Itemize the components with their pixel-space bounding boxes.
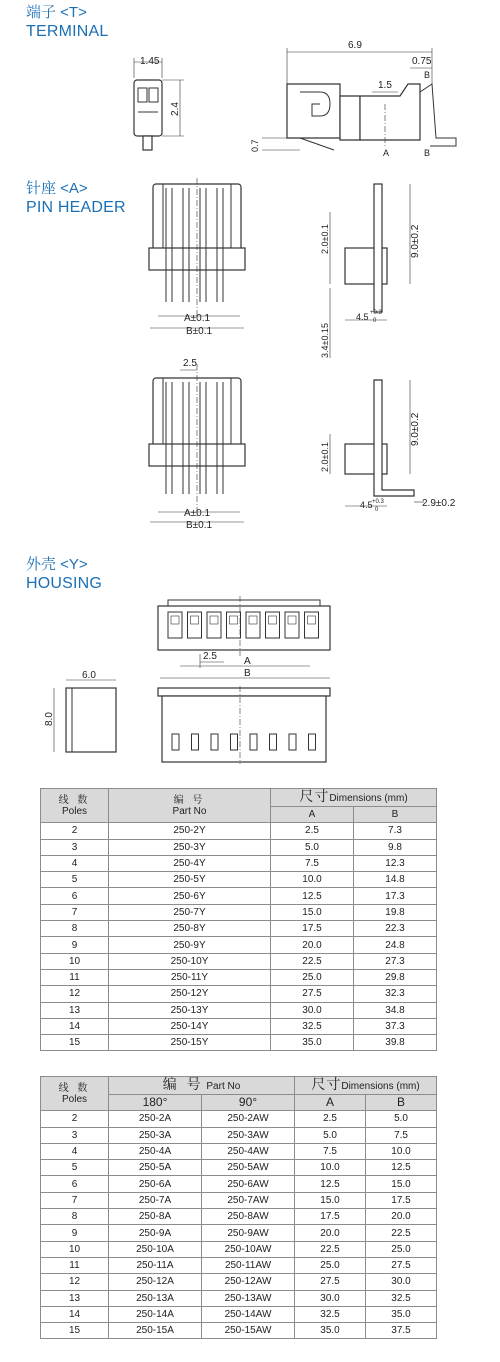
housing-cell-part: 250-10Y — [109, 953, 271, 969]
housing-table-row — [41, 953, 437, 969]
header-cell-a: 32.5 — [295, 1306, 366, 1322]
header-cell-b: 25.0 — [366, 1241, 437, 1257]
header-cell-p90: 250-6AW — [202, 1176, 295, 1192]
header-cell-b: 27.5 — [366, 1257, 437, 1273]
housing-cell-part: 250-13Y — [109, 1002, 271, 1018]
housing-cell-b: 32.3 — [354, 986, 437, 1002]
housing-table-row — [41, 839, 437, 855]
terminal-front-view — [134, 56, 184, 150]
housing-cell-part: 250-5Y — [109, 872, 271, 888]
housing-th-dim: 尺寸Dimensions (mm) — [271, 789, 437, 807]
terminal-label-b-bottom: B — [424, 148, 431, 158]
ph-dim-w45-1: 4.5 — [356, 312, 369, 322]
housing-cell-poles: 5 — [41, 872, 109, 888]
header-cell-p90: 250-2AW — [202, 1111, 295, 1127]
header-th-b: B — [366, 1095, 437, 1111]
header-cell-p180: 250-11A — [109, 1257, 202, 1273]
housing-cell-b: 9.8 — [354, 839, 437, 855]
ph-dim-w45-tol2-1: 0 — [373, 318, 377, 324]
header-cell-b: 10.0 — [366, 1143, 437, 1159]
header-th-90: 90° — [202, 1095, 295, 1111]
terminal-side-view — [250, 40, 456, 158]
header-cell-poles: 4 — [41, 1143, 109, 1159]
header-cell-b: 17.5 — [366, 1192, 437, 1208]
header-table-row — [41, 1225, 437, 1241]
pin-header-90-side-view — [320, 380, 456, 513]
housing-cell-b: 7.3 — [354, 823, 437, 839]
housing-top-view — [158, 596, 330, 679]
terminal-title-cn: 端子 <T> — [26, 4, 87, 21]
header-cell-poles: 7 — [41, 1192, 109, 1208]
housing-table-row — [41, 986, 437, 1002]
ph-dim-w45-tol2-2: 0 — [375, 507, 379, 513]
housing-dim-h: 8.0 — [44, 712, 55, 726]
housing-cell-poles: 7 — [41, 904, 109, 920]
housing-front-view — [158, 686, 330, 764]
header-table-row — [41, 1257, 437, 1273]
housing-cell-b: 19.8 — [354, 904, 437, 920]
housing-cell-b: 27.3 — [354, 953, 437, 969]
housing-cell-poles: 2 — [41, 823, 109, 839]
header-table-row — [41, 1176, 437, 1192]
housing-cell-poles: 13 — [41, 1002, 109, 1018]
terminal-title-en: TERMINAL — [26, 23, 109, 40]
housing-cell-part: 250-2Y — [109, 823, 271, 839]
ph-dim-h29: 2.9±0.2 — [422, 498, 456, 509]
header-cell-a: 5.0 — [295, 1127, 366, 1143]
terminal-dim-length: 6.9 — [348, 40, 362, 51]
header-cell-a: 7.5 — [295, 1143, 366, 1159]
header-th-180: 180° — [109, 1095, 202, 1111]
header-table-row — [41, 1306, 437, 1322]
housing-cell-a: 25.0 — [271, 969, 354, 985]
housing-cell-poles: 11 — [41, 969, 109, 985]
housing-cell-b: 22.3 — [354, 921, 437, 937]
housing-heading — [26, 556, 102, 593]
housing-spec-table — [40, 788, 437, 1051]
header-table-header-row — [41, 1077, 437, 1095]
housing-cell-a: 7.5 — [271, 855, 354, 871]
housing-table-row — [41, 823, 437, 839]
header-th-dim: 尺寸Dimensions (mm) — [295, 1077, 437, 1095]
terminal-label-a-bottom: A — [383, 148, 390, 158]
terminal-drawing — [0, 0, 500, 165]
header-table-row — [41, 1192, 437, 1208]
housing-dim-w: 6.0 — [82, 670, 96, 681]
housing-table-row — [41, 1018, 437, 1034]
header-cell-b: 37.5 — [366, 1323, 437, 1339]
header-cell-p90: 250-14AW — [202, 1306, 295, 1322]
header-cell-p90: 250-13AW — [202, 1290, 295, 1306]
header-cell-poles: 2 — [41, 1111, 109, 1127]
header-table-row — [41, 1143, 437, 1159]
header-cell-b: 20.0 — [366, 1209, 437, 1225]
header-cell-p180: 250-5A — [109, 1160, 202, 1176]
header-cell-poles: 6 — [41, 1176, 109, 1192]
header-cell-p180: 250-8A — [109, 1209, 202, 1225]
ph-dim-h20-2: 2.0±0.1 — [320, 442, 330, 472]
header-cell-p180: 250-13A — [109, 1290, 202, 1306]
header-cell-p90: 250-11AW — [202, 1257, 295, 1273]
housing-th-poles: 线 数 Poles — [41, 789, 109, 823]
header-cell-p90: 250-4AW — [202, 1143, 295, 1159]
header-cell-p90: 250-15AW — [202, 1323, 295, 1339]
housing-cell-b: 29.8 — [354, 969, 437, 985]
housing-table-row — [41, 872, 437, 888]
terminal-dim-offset: 0.7 — [250, 139, 260, 152]
housing-title-en: HOUSING — [26, 575, 103, 592]
housing-cell-part: 250-9Y — [109, 937, 271, 953]
housing-table-row — [41, 888, 437, 904]
pin-header-180-front-view — [149, 178, 245, 337]
pin-header-drawing — [0, 178, 500, 538]
housing-title-cn: 外壳 <Y> — [26, 556, 88, 573]
header-cell-poles: 3 — [41, 1127, 109, 1143]
pin-header-180-side-view — [320, 184, 421, 358]
header-th-a: A — [295, 1095, 366, 1111]
housing-cell-part: 250-6Y — [109, 888, 271, 904]
housing-cell-poles: 10 — [41, 953, 109, 969]
header-cell-p180: 250-9A — [109, 1225, 202, 1241]
housing-drawing — [0, 596, 500, 766]
housing-th-b: B — [354, 807, 437, 823]
header-cell-a: 17.5 — [295, 1209, 366, 1225]
housing-cell-a: 20.0 — [271, 937, 354, 953]
housing-cell-a: 30.0 — [271, 1002, 354, 1018]
housing-cell-part: 250-14Y — [109, 1018, 271, 1034]
ph-dim-h20-1: 2.0±0.1 — [320, 224, 330, 254]
housing-cell-b: 12.3 — [354, 855, 437, 871]
housing-cell-b: 37.3 — [354, 1018, 437, 1034]
housing-cell-poles: 9 — [41, 937, 109, 953]
header-th-poles: 线 数 Poles — [41, 1077, 109, 1111]
housing-cell-part: 250-3Y — [109, 839, 271, 855]
header-cell-p90: 250-8AW — [202, 1209, 295, 1225]
header-cell-b: 5.0 — [366, 1111, 437, 1127]
header-cell-a: 35.0 — [295, 1323, 366, 1339]
header-cell-p90: 250-3AW — [202, 1127, 295, 1143]
header-cell-a: 25.0 — [295, 1257, 366, 1273]
housing-cell-a: 35.0 — [271, 1035, 354, 1051]
housing-table-row — [41, 904, 437, 920]
header-cell-p90: 250-12AW — [202, 1274, 295, 1290]
housing-cell-poles: 15 — [41, 1035, 109, 1051]
housing-table-header-row — [41, 789, 437, 807]
header-cell-p90: 250-5AW — [202, 1160, 295, 1176]
housing-cell-part: 250-12Y — [109, 986, 271, 1002]
housing-cell-part: 250-7Y — [109, 904, 271, 920]
header-table-row — [41, 1127, 437, 1143]
pin-header-title-cn: 针座 <A> — [26, 180, 88, 197]
header-cell-p90: 250-7AW — [202, 1192, 295, 1208]
housing-cell-poles: 3 — [41, 839, 109, 855]
header-cell-poles: 9 — [41, 1225, 109, 1241]
header-cell-a: 22.5 — [295, 1241, 366, 1257]
housing-cell-a: 10.0 — [271, 872, 354, 888]
housing-th-part: 编 号 Part No — [109, 789, 271, 823]
housing-cell-a: 17.5 — [271, 921, 354, 937]
header-cell-p180: 250-3A — [109, 1127, 202, 1143]
ph-dim-w45-tol-1: +0.3 — [370, 310, 382, 316]
housing-cell-poles: 4 — [41, 855, 109, 871]
housing-th-a: A — [271, 807, 354, 823]
header-cell-b: 32.5 — [366, 1290, 437, 1306]
header-cell-poles: 10 — [41, 1241, 109, 1257]
ph-dim-b-1: B±0.1 — [186, 326, 213, 337]
header-table-row — [41, 1111, 437, 1127]
header-cell-poles: 14 — [41, 1306, 109, 1322]
header-cell-p180: 250-14A — [109, 1306, 202, 1322]
header-spec-table — [40, 1076, 437, 1339]
housing-table-row — [41, 1035, 437, 1051]
housing-cell-b: 39.8 — [354, 1035, 437, 1051]
header-cell-p180: 250-7A — [109, 1192, 202, 1208]
header-cell-b: 7.5 — [366, 1127, 437, 1143]
header-table-row — [41, 1323, 437, 1339]
header-cell-poles: 11 — [41, 1257, 109, 1273]
ph-dim-w45-tol-2: +0.3 — [372, 499, 384, 505]
housing-cell-a: 27.5 — [271, 986, 354, 1002]
pin-header-90-front-view — [149, 358, 245, 531]
housing-cell-part: 250-4Y — [109, 855, 271, 871]
housing-table-row — [41, 921, 437, 937]
header-cell-poles: 15 — [41, 1323, 109, 1339]
housing-cell-a: 5.0 — [271, 839, 354, 855]
terminal-label-b-top: B — [424, 70, 431, 80]
header-table-row — [41, 1274, 437, 1290]
housing-cell-a: 2.5 — [271, 823, 354, 839]
terminal-dim-tip: 0.75 — [412, 56, 432, 67]
terminal-dim-slot: 1.5 — [378, 80, 392, 91]
header-th-part: 编 号 Part No — [109, 1077, 295, 1095]
housing-cell-b: 24.8 — [354, 937, 437, 953]
header-cell-p180: 250-2A — [109, 1111, 202, 1127]
housing-cell-poles: 14 — [41, 1018, 109, 1034]
housing-cell-part: 250-8Y — [109, 921, 271, 937]
housing-side-view — [44, 670, 116, 752]
header-cell-p90: 250-10AW — [202, 1241, 295, 1257]
header-cell-a: 27.5 — [295, 1274, 366, 1290]
ph-dim-h90-1: 9.0±0.2 — [410, 224, 421, 258]
housing-cell-poles: 6 — [41, 888, 109, 904]
housing-cell-poles: 8 — [41, 921, 109, 937]
header-table-row — [41, 1241, 437, 1257]
housing-dim-pitch: 2.5 — [203, 651, 217, 662]
terminal-dim-height: 2.4 — [170, 102, 181, 116]
housing-cell-a: 22.5 — [271, 953, 354, 969]
ph-dim-a-1: A±0.1 — [184, 313, 211, 324]
header-cell-poles: 13 — [41, 1290, 109, 1306]
header-cell-b: 30.0 — [366, 1274, 437, 1290]
housing-dim-b: B — [244, 668, 251, 679]
header-cell-p180: 250-6A — [109, 1176, 202, 1192]
header-cell-p180: 250-15A — [109, 1323, 202, 1339]
housing-cell-b: 34.8 — [354, 1002, 437, 1018]
header-cell-a: 30.0 — [295, 1290, 366, 1306]
header-cell-b: 35.0 — [366, 1306, 437, 1322]
housing-table-row — [41, 969, 437, 985]
header-table-row — [41, 1209, 437, 1225]
housing-cell-poles: 12 — [41, 986, 109, 1002]
header-table-row — [41, 1290, 437, 1306]
ph-dim-pitch: 2.5 — [183, 358, 197, 369]
housing-cell-a: 12.5 — [271, 888, 354, 904]
ph-dim-b-2: B±0.1 — [186, 520, 213, 531]
header-cell-p180: 250-10A — [109, 1241, 202, 1257]
header-cell-a: 15.0 — [295, 1192, 366, 1208]
pin-header-title-en: PIN HEADER — [26, 199, 126, 216]
housing-table-row — [41, 855, 437, 871]
housing-cell-part: 250-11Y — [109, 969, 271, 985]
housing-dim-a: A — [244, 656, 251, 667]
header-cell-b: 12.5 — [366, 1160, 437, 1176]
header-cell-a: 20.0 — [295, 1225, 366, 1241]
ph-dim-a-2: A±0.1 — [184, 508, 211, 519]
header-cell-p180: 250-4A — [109, 1143, 202, 1159]
terminal-dim-width: 1.45 — [140, 56, 160, 67]
housing-table-row — [41, 937, 437, 953]
header-cell-poles: 12 — [41, 1274, 109, 1290]
housing-cell-b: 17.3 — [354, 888, 437, 904]
header-cell-a: 2.5 — [295, 1111, 366, 1127]
header-cell-p180: 250-12A — [109, 1274, 202, 1290]
housing-cell-part: 250-15Y — [109, 1035, 271, 1051]
header-cell-poles: 5 — [41, 1160, 109, 1176]
housing-cell-b: 14.8 — [354, 872, 437, 888]
housing-cell-a: 15.0 — [271, 904, 354, 920]
header-cell-a: 12.5 — [295, 1176, 366, 1192]
header-cell-b: 22.5 — [366, 1225, 437, 1241]
ph-dim-h90-2: 9.0±0.2 — [410, 412, 421, 446]
header-cell-a: 10.0 — [295, 1160, 366, 1176]
header-table-row — [41, 1160, 437, 1176]
header-cell-p90: 250-9AW — [202, 1225, 295, 1241]
housing-cell-a: 32.5 — [271, 1018, 354, 1034]
header-cell-poles: 8 — [41, 1209, 109, 1225]
housing-table-row — [41, 1002, 437, 1018]
ph-dim-h34: 3.4±0.15 — [320, 323, 330, 358]
ph-dim-w45-2: 4.5 — [360, 500, 373, 510]
header-cell-b: 15.0 — [366, 1176, 437, 1192]
